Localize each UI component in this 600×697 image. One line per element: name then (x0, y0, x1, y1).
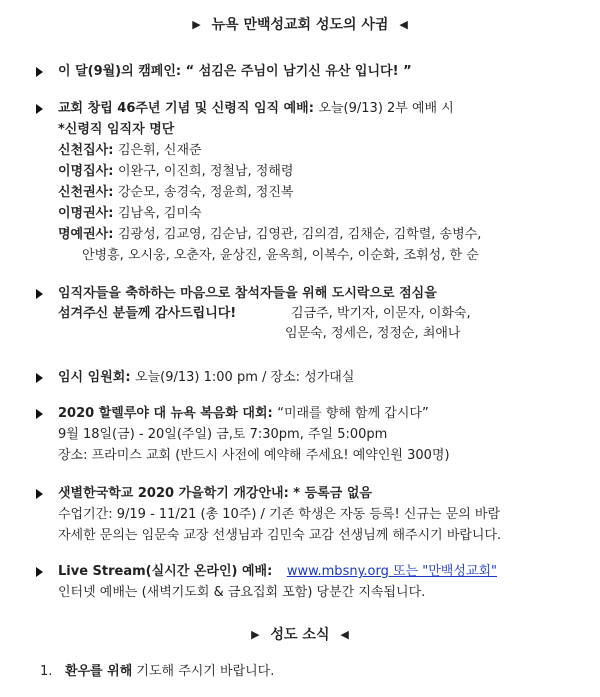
ordination-names: 강순모, 송경숙, 정윤희, 정진복 (117, 185, 294, 200)
ordination-names: 김남옥, 김미숙 (117, 206, 202, 221)
triangle-left-icon: ◀ (399, 18, 408, 31)
bullet-icon (36, 489, 43, 499)
ordination-role: 신천권사: (58, 185, 118, 200)
thanks-line-2: 섬겨주신 분들께 감사드립니다! (58, 306, 237, 321)
ordination-row (58, 206, 202, 222)
ordination-names: 김은휘, 신재준 (117, 143, 202, 158)
ordination-role: 이명권사: (58, 206, 118, 221)
school-text: * 등록금 없음 (293, 486, 372, 501)
ordination-names: 김광성, 김교영, 김순남, 김영관, 김의겸, 김채순, 김학렬, 송병수, (117, 227, 482, 242)
bullet-icon (36, 409, 43, 419)
ordination-row (82, 248, 479, 264)
ordination-names: 안병흥, 오시웅, 오춘자, 윤상진, 윤옥희, 이복수, 이순화, 조휘성, 한 순 (82, 248, 479, 263)
section-heading-news (0, 624, 600, 644)
triangle-right-icon: ▶ (192, 18, 201, 31)
hallelujah-text: “미래를 향해 함께 갑시다” (277, 406, 429, 421)
news-list-item (40, 660, 274, 679)
thanks-names-1: 김금주, 박기자, 이문자, 이화숙, (291, 306, 471, 321)
triangle-left-icon: ◀ (340, 628, 349, 641)
hallelujah-dates: 9월 18일(금) - 20일(주일) 금,토 7:30pm, 주일 5:00pm (58, 427, 388, 442)
bullet-icon (36, 289, 43, 299)
live-stream-note: 인터넷 예배는 (새벽기도회 & 금요집회 포함) 당분간 지속됩니다. (58, 585, 426, 600)
school-period: 수업기간: 9/19 - 11/21 (총 10주) / 기존 학생은 자동 등록! 신규는 문의 바람 (58, 507, 501, 522)
meeting-text: 오늘(9/13) 1:00 pm / 장소: 성가대실 (135, 370, 355, 385)
anniversary-label: 교회 창립 46주년 기념 및 신령직 임직 예배: (58, 101, 319, 116)
section-title: 뉴욕 만백성교회 성도의 사귐 (211, 17, 389, 33)
hallelujah-venue: 장소: 프라미스 교회 (반드시 사전에 예약해 주세요! 예약인원 300명) (58, 448, 450, 463)
ordination-role: 명예권사: (58, 227, 118, 242)
ordination-role: 신천집사: (58, 143, 118, 158)
ordination-row (58, 185, 293, 201)
anniversary-text: 오늘(9/13) 2부 예배 시 (318, 101, 454, 116)
triangle-right-icon: ▶ (251, 628, 260, 641)
news-title: 성도 소식 (270, 627, 330, 643)
thanks-names-2: 임문숙, 정세은, 정정순, 최애나 (285, 326, 461, 341)
school-label: 샛별한국학교 2020 가을학기 개강안내: (58, 486, 294, 501)
ordination-names: 이완구, 이진희, 정철남, 정해령 (117, 164, 294, 179)
bullet-icon (36, 104, 43, 114)
news-item-number: 1. (40, 664, 53, 679)
bullet-icon (36, 567, 43, 577)
thanks-line-1: 임직자들을 축하하는 마음으로 참석자들을 위해 도시락으로 점심을 (58, 286, 437, 301)
ordination-role: 이명집사: (58, 164, 118, 179)
ordination-row (58, 227, 481, 243)
section-heading-fellowship (0, 14, 600, 34)
website-link[interactable]: www.mbsny.org 또는 "만백성교회" (286, 564, 497, 579)
bullet-icon (36, 67, 43, 77)
news-item-text: 기도해 주시기 바랍니다. (132, 664, 275, 679)
hallelujah-label: 2020 할렐루야 대 뉴욕 복음화 대회: (58, 406, 278, 421)
campaign-text: “ 섬김은 주님이 남기신 유산 입니다! ” (185, 64, 412, 79)
campaign-label: 이 달(9월)의 캠페인: (58, 64, 186, 79)
ordination-row (58, 164, 293, 180)
meeting-label: 임시 임원회: (58, 370, 136, 385)
news-item-bold: 환우를 위해 (64, 664, 133, 679)
school-contact: 자세한 문의는 임문숙 교장 선생님과 김민숙 교감 선생님께 해주시기 바랍니다. (58, 528, 502, 543)
ordination-list-title: *신령직 임직자 명단 (58, 122, 175, 137)
ordination-row (58, 143, 202, 159)
bullet-icon (36, 373, 43, 383)
live-stream-label: Live Stream(실시간 온라인) 예배: (58, 564, 277, 579)
